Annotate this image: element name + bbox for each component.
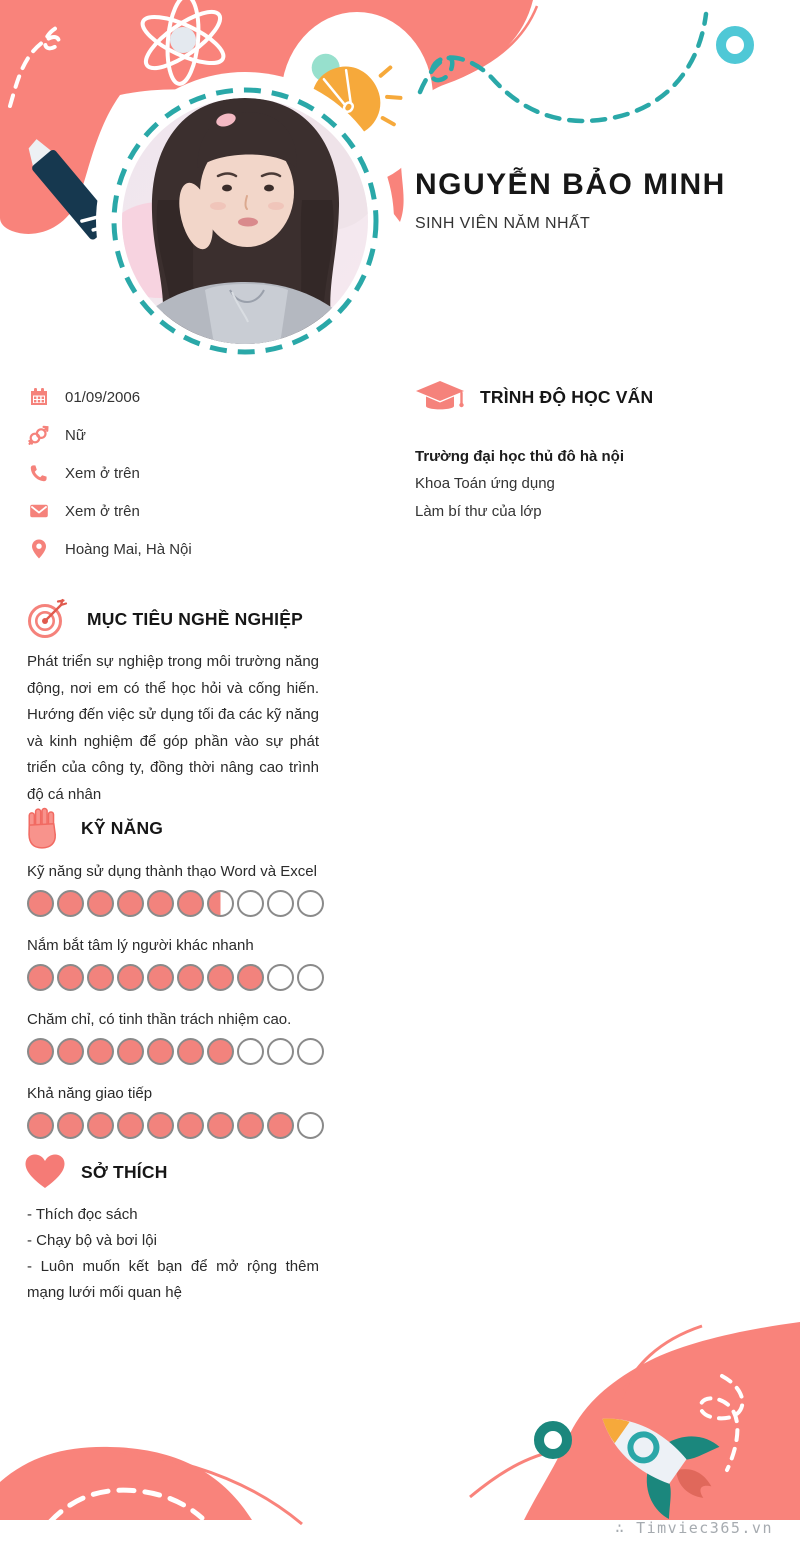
skill-dot [177,964,204,991]
objective-text: Phát triển sự nghiệp trong môi trường năng động, nơi em có thể học hỏi và cống hiến. Hướng đến việc sử dụng tối đa các kỹ năng và kinh nghiệm để góp phần vào sự phát triển của công ty, đồng thời nâng cao trình độ cá nhân [27,653,319,803]
skill-dot [117,890,144,917]
info-row-email [28,499,192,523]
birthday-value: 01/09/2006 [65,388,141,406]
skill-dot [147,890,174,917]
skills-section [25,806,327,1158]
skill-dot [267,1038,294,1065]
info-row-address [28,537,192,561]
education-line: Khoa Toán ứng dụng [415,475,555,492]
hobby-item: - Chạy bộ và bơi lội [27,1232,157,1249]
email-icon [28,501,49,522]
skill-dots-row [27,1038,327,1065]
skill-dot [57,964,84,991]
skill-dot [147,1038,174,1065]
skill-dot [207,890,234,917]
objective-heading: MỤC TIÊU NGHỀ NGHIỆP [87,608,303,629]
skill-label: Chăm chỉ, có tinh thần trách nhiệm cao. [27,1011,292,1028]
education-heading: TRÌNH ĐỘ HỌC VẤN [480,386,654,407]
skills-heading-row [25,806,327,850]
skill-dots-row [27,890,327,917]
name-block [415,168,726,233]
skill-dot [237,890,264,917]
skill-dot [297,890,324,917]
skill-dot [117,1112,144,1139]
phone-value: Xem ở trên [65,464,140,482]
skill-dot [207,1112,234,1139]
skill-dots-row [27,964,327,991]
graduation-cap-icon [415,380,465,414]
skill-dot [57,890,84,917]
skill-dot [267,890,294,917]
skill-item [27,1084,327,1139]
skill-label: Kỹ năng sử dụng thành thạo Word và Excel [27,863,317,880]
skill-dot [297,964,324,991]
skill-dot [27,890,54,917]
education-body [415,443,745,525]
skills-list [27,862,327,1139]
hobbies-heading-row [25,1154,319,1190]
education-school: Trường đại học thủ đô hà nội [415,448,625,465]
gender-value: Nữ [65,426,86,444]
skill-dot [177,890,204,917]
cyan-donut-icon [721,31,749,59]
education-section [415,380,745,525]
skill-dot [237,1038,264,1065]
hobbies-heading: SỞ THÍCH [81,1161,168,1182]
skill-dot [57,1038,84,1065]
skill-dot [177,1112,204,1139]
objective-section [25,597,319,824]
hobbies-section [25,1154,319,1306]
skill-dot [57,1112,84,1139]
info-row-birthday [28,385,192,409]
skill-dots-row [27,1112,327,1139]
candidate-name: NGUYỄN BẢO MINH [415,168,726,201]
education-line: Làm bí thư của lớp [415,502,542,520]
location-pin-icon [28,539,49,560]
hand-icon [25,806,59,850]
skill-dot [27,1112,54,1139]
personal-info-list [28,385,192,561]
skill-dot [177,1038,204,1065]
skill-dot [267,1112,294,1139]
hobby-list [27,1202,319,1306]
skill-item [27,936,327,991]
skill-label: Nắm bắt tâm lý người khác nhanh [27,937,254,954]
hobby-item: - Luôn muốn kết bạn để mở rộng thêm mạng lưới mối quan hệ [27,1258,319,1301]
target-icon [25,597,69,641]
skill-dot [147,964,174,991]
skill-dot [87,964,114,991]
skill-item [27,1010,327,1065]
teal-donut-icon [539,1426,567,1454]
education-heading-row [415,380,745,414]
skill-dot [27,1038,54,1065]
skill-dot [117,1038,144,1065]
info-row-phone [28,461,192,485]
skills-heading: KỸ NĂNG [81,817,164,838]
skill-item [27,862,327,917]
skill-dot [237,964,264,991]
footer-left-blob [0,1447,252,1520]
heart-icon [25,1154,65,1190]
skill-dot [117,964,144,991]
address-value: Hoàng Mai, Hà Nội [65,540,192,558]
skill-dot [207,964,234,991]
skill-dot [27,964,54,991]
email-value: Xem ở trên [65,502,140,520]
hobby-item: - Thích đọc sách [27,1206,138,1223]
skill-dot [87,1112,114,1139]
skill-dot [297,1112,324,1139]
phone-icon [28,463,49,484]
candidate-title: SINH VIÊN NĂM NHẤT [415,215,591,232]
skill-dot [267,964,294,991]
objective-heading-row [25,597,319,641]
gender-icon [28,425,49,446]
watermark: ∴ Timviec365.vn [615,1519,773,1537]
skill-label: Khả năng giao tiếp [27,1085,153,1102]
info-row-gender [28,423,192,447]
skill-dot [87,890,114,917]
skill-dot [207,1038,234,1065]
footer-decoration [0,1310,800,1549]
calendar-icon [28,387,49,408]
skill-dot [237,1112,264,1139]
skill-dot [297,1038,324,1065]
skill-dot [87,1038,114,1065]
skill-dot [147,1112,174,1139]
